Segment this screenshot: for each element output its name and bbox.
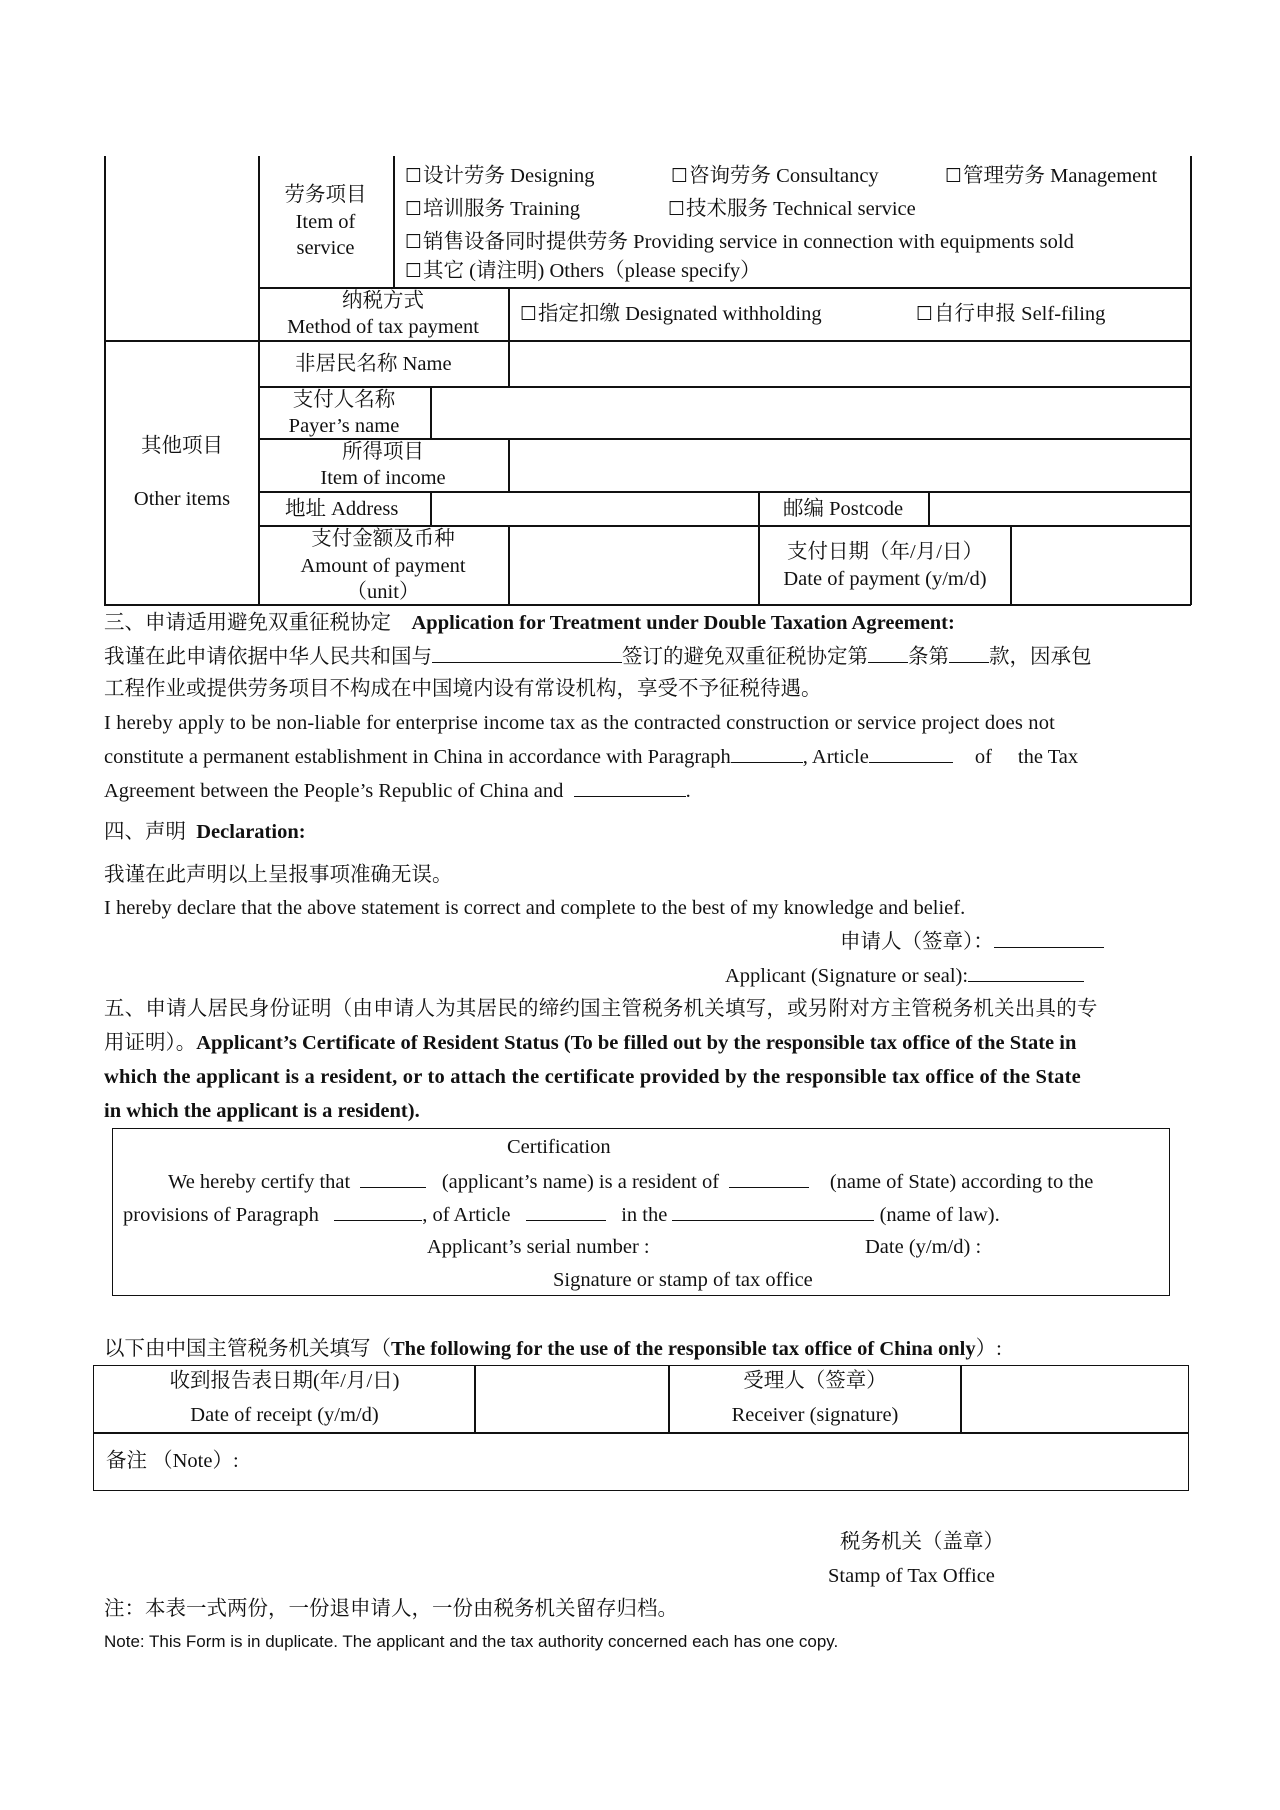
receiver-signature-field[interactable] bbox=[962, 1367, 1187, 1431]
cert-l2-d: (name of law). bbox=[879, 1204, 1000, 1226]
cert-l2-a: provisions of Paragraph bbox=[123, 1204, 319, 1226]
office-use-heading-cn: 以下由中国主管税务机关填写（ bbox=[104, 1338, 391, 1360]
section5-line2 bbox=[104, 1031, 1076, 1056]
paragraph-blank-en[interactable] bbox=[731, 744, 803, 763]
service-label-cn: 劳务项目 bbox=[284, 184, 367, 206]
postcode-field[interactable] bbox=[930, 493, 1189, 524]
payment-date-label-en: Date of payment (y/m/d) bbox=[783, 568, 987, 590]
section3-cn-part3: 条第 bbox=[908, 646, 949, 668]
other-items-label-cn: 其他项目 bbox=[141, 435, 223, 457]
payment-date-label-cn: 支付日期（年/月/日） bbox=[787, 541, 983, 563]
checkbox-consultancy[interactable]: ☐ 咨询劳务 Consultancy bbox=[671, 164, 879, 189]
cert-l2-c: in the bbox=[621, 1204, 668, 1226]
cert-l1-b: (applicant’s name) is a resident of bbox=[441, 1171, 720, 1193]
amount-unit-label: （unit） bbox=[346, 581, 420, 603]
checkbox-technical-service[interactable]: ☐ 技术服务 Technical service bbox=[668, 197, 916, 222]
cert-article-blank[interactable] bbox=[526, 1202, 606, 1221]
other-items-label-en: Other items bbox=[133, 488, 231, 510]
applicant-signature-en-blank[interactable] bbox=[968, 963, 1084, 982]
income-item-field[interactable] bbox=[510, 440, 1189, 490]
applicant-signature-cn bbox=[840, 929, 1104, 955]
tax-office-stamp-cn: 税务机关（盖章） bbox=[840, 1531, 1004, 1553]
tax-office-stamp-en: Stamp of Tax Office bbox=[828, 1565, 995, 1587]
note-label: 备注 （Note）: bbox=[106, 1450, 239, 1472]
declaration-en: I hereby declare that the above statement is correct and complete to the best of my knowledge and belief. bbox=[104, 897, 966, 919]
section3-cn-part4: 款，因承包 bbox=[989, 646, 1092, 668]
payment-date-field[interactable] bbox=[1012, 527, 1189, 603]
section3-heading bbox=[104, 611, 955, 636]
checkbox-others[interactable]: ☐ 其它 (请注明) Others（please specify） bbox=[405, 259, 761, 284]
article-blank-en[interactable] bbox=[869, 744, 953, 763]
cert-paragraph-blank[interactable] bbox=[334, 1202, 422, 1221]
cert-state-blank[interactable] bbox=[729, 1169, 809, 1188]
section3-en-line3-text: Agreement between the People’s Republic of China and bbox=[104, 780, 564, 802]
section5-line4: in which the applicant is a resident). bbox=[104, 1100, 420, 1122]
service-label-en-1: Item of bbox=[295, 211, 356, 233]
payment-method-label-cn: 纳税方式 bbox=[342, 290, 424, 312]
section3-en-part-d: the Tax bbox=[1017, 746, 1079, 768]
certification-title: Certification bbox=[507, 1136, 611, 1158]
applicant-signature-en-label: Applicant (Signature or seal): bbox=[725, 965, 969, 987]
footnote-en: Note: This Form is in duplicate. The applicant and the tax authority concerned each has one copy. bbox=[104, 1632, 839, 1651]
checkbox-equipment-service[interactable]: ☐ 销售设备同时提供劳务 Providing service in connection with equipments sold bbox=[405, 230, 1074, 255]
section5-line3: which the applicant is a resident, or to attach the certificate provided by the responsible tax office of the State bbox=[104, 1066, 1081, 1088]
receiver-label-en: Receiver (signature) bbox=[731, 1404, 899, 1426]
section3-en-line3 bbox=[104, 778, 691, 804]
address-label: 地址 Address bbox=[285, 498, 399, 520]
section3-en-part-c: of bbox=[974, 746, 992, 768]
section3-cn-part2: 签订的避免双重征税协定第 bbox=[622, 646, 868, 668]
cert-signature: Signature or stamp of tax office bbox=[553, 1269, 813, 1291]
office-use-heading-en: The following for the use of the responsible tax office of China only bbox=[391, 1338, 976, 1360]
nonresident-name-field[interactable] bbox=[510, 342, 1189, 385]
applicant-signature-en bbox=[725, 963, 1084, 989]
note-field[interactable] bbox=[250, 1435, 1187, 1489]
section3-en-part-a: constitute a permanent establishment in China in accordance with Paragraph bbox=[104, 746, 731, 768]
income-item-label-en: Item of income bbox=[320, 467, 446, 489]
office-use-heading-end: ）: bbox=[975, 1338, 1002, 1360]
payer-name-field[interactable] bbox=[432, 388, 1189, 437]
certification-line2 bbox=[123, 1202, 1000, 1228]
section3-heading-cn: 三、申请适用避免双重征税协定 bbox=[104, 612, 391, 634]
applicant-signature-cn-label: 申请人（签章）： bbox=[840, 931, 994, 953]
section3-cn-part1: 我谨在此申请依据中华人民共和国与 bbox=[104, 646, 432, 668]
footnote-cn: 注：本表一式两份，一份退申请人，一份由税务机关留存归档。 bbox=[104, 1598, 678, 1620]
receipt-date-label-en: Date of receipt (y/m/d) bbox=[190, 1404, 379, 1426]
address-field[interactable] bbox=[432, 493, 757, 524]
section3-en-line3-end: . bbox=[685, 780, 691, 802]
amount-label-en: Amount of payment bbox=[300, 555, 466, 577]
paragraph-blank-cn[interactable] bbox=[949, 644, 989, 663]
section3-en-line1: I hereby apply to be non-liable for enterprise income tax as the contracted construction or service project does not bbox=[104, 712, 1055, 734]
payment-method-label-en: Method of tax payment bbox=[287, 316, 479, 338]
cert-l1-a: We hereby certify that bbox=[168, 1171, 351, 1193]
payer-name-label-en: Payer’s name bbox=[288, 415, 400, 437]
cert-date: Date (y/m/d) : bbox=[865, 1236, 982, 1258]
certification-line1 bbox=[168, 1169, 1093, 1195]
checkbox-training[interactable]: ☐ 培训服务 Training bbox=[405, 197, 580, 222]
cert-l2-b: , of Article bbox=[422, 1204, 511, 1226]
section4-heading-en: Declaration: bbox=[196, 821, 306, 843]
treaty-country-blank-en[interactable] bbox=[574, 778, 686, 797]
checkbox-designated-withholding[interactable]: ☐ 指定扣缴 Designated withholding bbox=[520, 302, 822, 327]
income-item-label-cn: 所得项目 bbox=[342, 441, 424, 463]
receipt-date-field[interactable] bbox=[476, 1367, 667, 1431]
nonresident-name-label: 非居民名称 Name bbox=[295, 353, 452, 375]
declaration-cn: 我谨在此声明以上呈报事项准确无误。 bbox=[104, 864, 453, 886]
section4-heading-cn: 四、声明 bbox=[104, 821, 186, 843]
treaty-country-blank[interactable] bbox=[432, 644, 622, 663]
section3-cn-line1 bbox=[104, 644, 1092, 670]
section4-heading bbox=[104, 820, 306, 845]
amount-field[interactable] bbox=[510, 527, 757, 603]
section3-en-line2 bbox=[104, 744, 1078, 770]
section3-heading-en: Application for Treatment under Double Taxation Agreement: bbox=[411, 612, 955, 634]
receipt-date-label-cn: 收到报告表日期(年/月/日) bbox=[169, 1370, 400, 1392]
section3-cn-line2: 工程作业或提供劳务项目不构成在中国境内设有常设机构，享受不予征税待遇。 bbox=[104, 678, 822, 700]
section5-line2-cn: 用证明）。 bbox=[104, 1032, 197, 1054]
checkbox-management[interactable]: ☐ 管理劳务 Management bbox=[945, 164, 1157, 189]
receiver-label-cn: 受理人（签章） bbox=[743, 1370, 887, 1392]
amount-label-cn: 支付金额及币种 bbox=[311, 528, 455, 550]
postcode-label: 邮编 Postcode bbox=[783, 498, 904, 520]
payer-name-label-cn: 支付人名称 bbox=[292, 389, 396, 411]
applicant-signature-cn-blank[interactable] bbox=[994, 929, 1104, 948]
cert-serial-number: Applicant’s serial number : bbox=[427, 1236, 650, 1258]
checkbox-self-filing[interactable]: ☐ 自行申报 Self-filing bbox=[916, 302, 1105, 327]
section5-line1: 五、申请人居民身份证明（由申请人为其居民的缔约国主管税务机关填写，或另附对方主管税务机关出具的专 bbox=[104, 998, 1098, 1020]
checkbox-designing[interactable]: ☐ 设计劳务 Designing bbox=[405, 164, 594, 189]
article-blank-cn[interactable] bbox=[868, 644, 908, 663]
cert-applicant-name-blank[interactable] bbox=[360, 1169, 426, 1188]
cert-law-blank[interactable] bbox=[672, 1202, 874, 1221]
section5-line2-en: Applicant’s Certificate of Resident Status (To be filled out by the responsible tax office of the State in bbox=[196, 1032, 1077, 1054]
office-use-heading bbox=[104, 1337, 1002, 1362]
cert-l1-c: (name of State) according to the bbox=[829, 1171, 1094, 1193]
service-label-en-2: service bbox=[296, 237, 355, 259]
section3-en-part-b: , Article bbox=[802, 746, 869, 768]
